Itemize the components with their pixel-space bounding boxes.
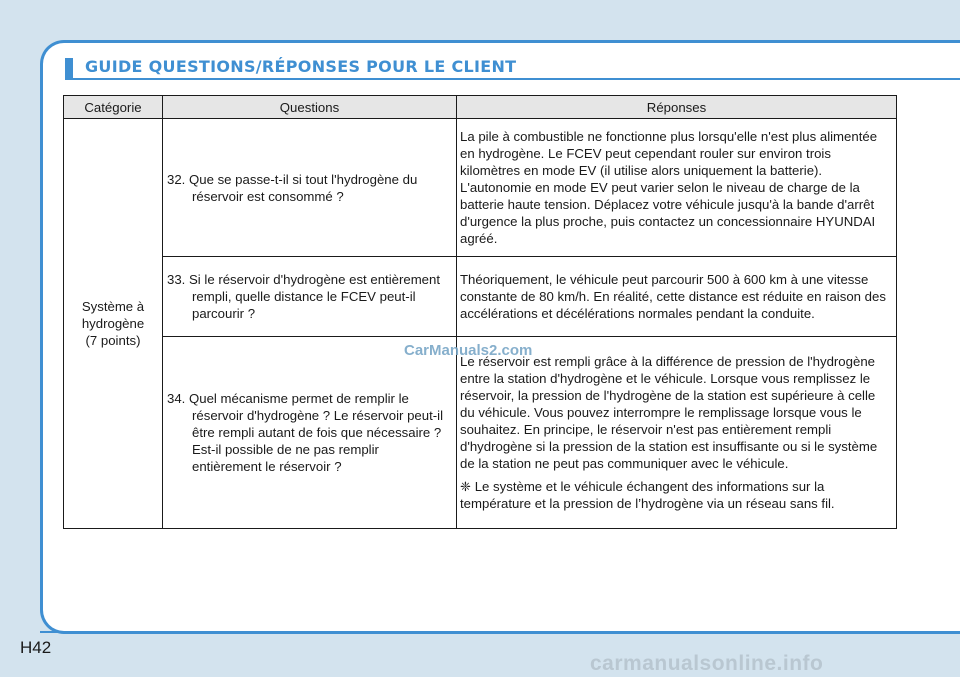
answer-cell xyxy=(457,119,897,257)
header-category: Catégorie xyxy=(64,96,163,119)
header-answers: Réponses xyxy=(457,96,897,119)
question-text: 34. Quel mécanisme permet de remplir le réservoir d'hydrogène ? Le réservoir peut-il être rempli autant de fois que nécessaire ? Est-il possible de ne pas remplir entièrement le réservoir ? xyxy=(167,391,444,474)
question-cell xyxy=(163,119,457,257)
table-row xyxy=(64,257,897,337)
watermark-bottom: carmanualsonline.info xyxy=(590,652,824,675)
question-text: 33. Si le réservoir d'hydrogène est entièrement rempli, quelle distance le FCEV peut-il parcourir ? xyxy=(167,272,441,321)
page-number: H42 xyxy=(20,638,52,657)
table-header-row xyxy=(64,96,897,119)
answer-note: ❈ Le système et le véhicule échangent des informations sur la température et la pression de l’hydrogène via un réseau sans fil. xyxy=(460,479,835,511)
watermark-top: CarManuals2.com xyxy=(404,342,533,359)
qa-table xyxy=(63,95,897,529)
answer-text: Théoriquement, le véhicule peut parcourir 500 à 600 km à une vitesse constante de 80 km/h. En réalité, cette distance est réduite en raison des accélérations et décélérations normales pendant la conduite. xyxy=(460,272,886,321)
header-questions: Questions xyxy=(163,96,457,119)
bottom-rule xyxy=(40,631,945,633)
answer-text: Le réservoir est rempli grâce à la différence de pression de l'hydrogène entre la station d'hydrogène et le véhicule. Lorsque vous remplissez le réservoir, la pression de l'hydrogène de la station est supérieure à celle du véhicule. Vous pouvez interrompre le remplissage lorsque vous le souhaitez. En principe, le réservoir n'est pas entièrement rempli d'hydrogène si la pression de la station est insuffisante ou si le système de la station ne peut pas communiquer avec le véhicule. xyxy=(460,354,878,471)
section-title: GUIDE QUESTIONS/RÉPONSES POUR LE CLIENT xyxy=(85,57,517,76)
category-line: Système à xyxy=(81,299,145,314)
answer-cell xyxy=(457,257,897,337)
question-text: 32. Que se passe-t-il si tout l'hydrogène du réservoir est consommé ? xyxy=(167,171,418,204)
section-header xyxy=(65,56,960,80)
question-cell xyxy=(163,257,457,337)
category-line: hydrogène xyxy=(81,316,145,331)
answer-cell xyxy=(457,337,897,529)
category-cell xyxy=(64,119,163,529)
category-line: (7 points) xyxy=(85,333,141,348)
title-accent-bar xyxy=(65,58,73,78)
question-cell xyxy=(163,337,457,529)
table-row xyxy=(64,337,897,529)
answer-text: La pile à combustible ne fonctionne plus lorsqu'elle n'est plus alimentée en hydrogène. Le FCEV peut cependant rouler sur environ trois kilomètres en mode EV (il utilise alors uniquement la batterie). L'autonomie en mode EV peut varier selon le niveau de charge de la batterie haute tension. Déplacez votre véhicule jusqu'à la bande d'arrêt d'urgence la plus proche, puis contactez un concessionnaire HYUNDAI agréé. xyxy=(460,129,878,246)
table-row xyxy=(64,119,897,257)
